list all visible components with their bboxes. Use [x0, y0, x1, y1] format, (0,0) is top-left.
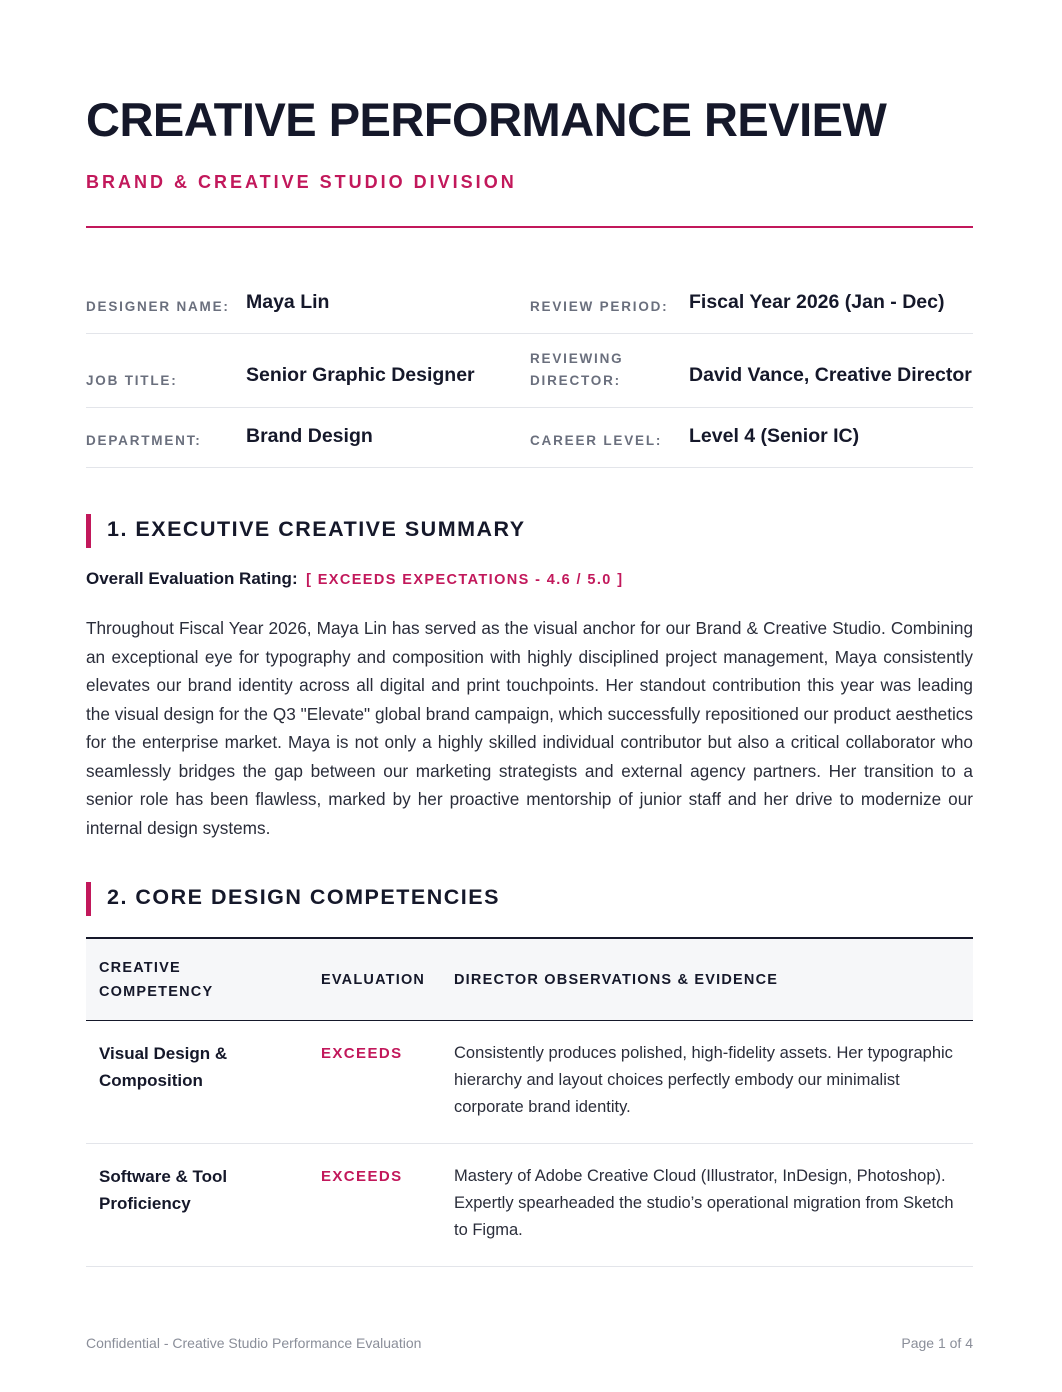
section-1-header [86, 514, 973, 548]
document-subtitle: BRAND & CREATIVE STUDIO DIVISION [86, 172, 517, 192]
department-label: DEPARTMENT: [86, 433, 202, 448]
career-level-value: Level 4 (Senior IC) [689, 425, 860, 447]
rating-label: Overall Evaluation Rating: [86, 569, 298, 588]
competency-name-line2: Proficiency [99, 1194, 191, 1213]
column-header-observations: DIRECTOR OBSERVATIONS & EVIDENCE [454, 971, 779, 988]
column-header-competency [86, 938, 308, 1021]
competencies-table [86, 937, 973, 1267]
department-value: Brand Design [246, 425, 373, 447]
section-accent-bar [86, 514, 91, 548]
competency-name-line2: Composition [99, 1071, 203, 1090]
review-period-label: REVIEW PERIOD: [530, 299, 669, 314]
reviewing-director-label-line1: REVIEWING [530, 351, 624, 366]
review-period-value: Fiscal Year 2026 (Jan - Dec) [689, 291, 945, 313]
reviewing-director-value: David Vance, Creative Director [689, 364, 972, 386]
section-2-title: 2. CORE DESIGN COMPETENCIES [107, 885, 500, 909]
evaluation-badge: EXCEEDS [308, 1144, 441, 1267]
job-title-label: JOB TITLE: [86, 373, 178, 388]
reviewing-director-label [530, 348, 623, 392]
info-row [86, 334, 973, 408]
reviewing-director-label-line2: DIRECTOR: [530, 373, 621, 388]
column-header-competency-line1: CREATIVE [99, 959, 181, 976]
footer-page-number: Page 1 of 4 [901, 1335, 973, 1351]
rating-value: [ EXCEEDS EXPECTATIONS - 4.6 / 5.0 ] [306, 572, 624, 588]
column-header-evaluation: EVALUATION [321, 971, 426, 988]
section-1-title: 1. EXECUTIVE CREATIVE SUMMARY [107, 517, 526, 541]
designer-name-value: Maya Lin [246, 291, 330, 313]
info-row [86, 408, 973, 468]
career-level-label: CAREER LEVEL: [530, 433, 663, 448]
section-accent-bar [86, 882, 91, 916]
title-divider [86, 226, 973, 228]
competency-name [86, 1021, 308, 1144]
employee-info-grid [86, 272, 973, 468]
evaluation-badge: EXCEEDS [308, 1021, 441, 1144]
competency-name-line1: Software & Tool [99, 1167, 228, 1186]
table-row [86, 1144, 973, 1267]
competency-name-line1: Visual Design & [99, 1044, 228, 1063]
section-2-header [86, 882, 973, 916]
director-observation: Mastery of Adobe Creative Cloud (Illustrator, InDesign, Photoshop). Expertly spearheaded the studio’s operational migration from Sketch to Figma. [441, 1144, 973, 1267]
executive-summary-text: Throughout Fiscal Year 2026, Maya Lin has served as the visual anchor for our Brand & Creative Studio. Combining an exceptional eye for typography and composition with highly disciplined project management, Maya consistently elevates our brand identity across all digital and print touchpoints. Her standout contribution this year was leading the visual design for the Q3 "Elevate" global brand campaign, which successfully repositioned our product aesthetics for the enterprise market. Maya is not only a highly skilled individual contributor but also a critical collaborator who seamlessly bridges the gap between our marketing strategists and external agency partners. Her transition to a senior role has been flawless, marked by her proactive mentorship of junior staff and her drive to modernize our internal design systems. [86, 618, 973, 838]
info-row [86, 272, 973, 334]
job-title-value: Senior Graphic Designer [246, 364, 475, 386]
column-header-competency-line2: COMPETENCY [99, 983, 214, 1000]
footer-confidential-note: Confidential - Creative Studio Performance Evaluation [86, 1335, 422, 1351]
director-observation: Consistently produces polished, high-fidelity assets. Her typographic hierarchy and layout choices perfectly embody our minimalist corporate brand identity. [441, 1021, 973, 1144]
overall-rating [86, 569, 623, 589]
table-row [86, 1021, 973, 1144]
designer-name-label: DESIGNER NAME: [86, 299, 230, 314]
table-header-row [86, 938, 973, 1021]
document-title: CREATIVE PERFORMANCE REVIEW [86, 93, 887, 146]
competency-name [86, 1144, 308, 1267]
